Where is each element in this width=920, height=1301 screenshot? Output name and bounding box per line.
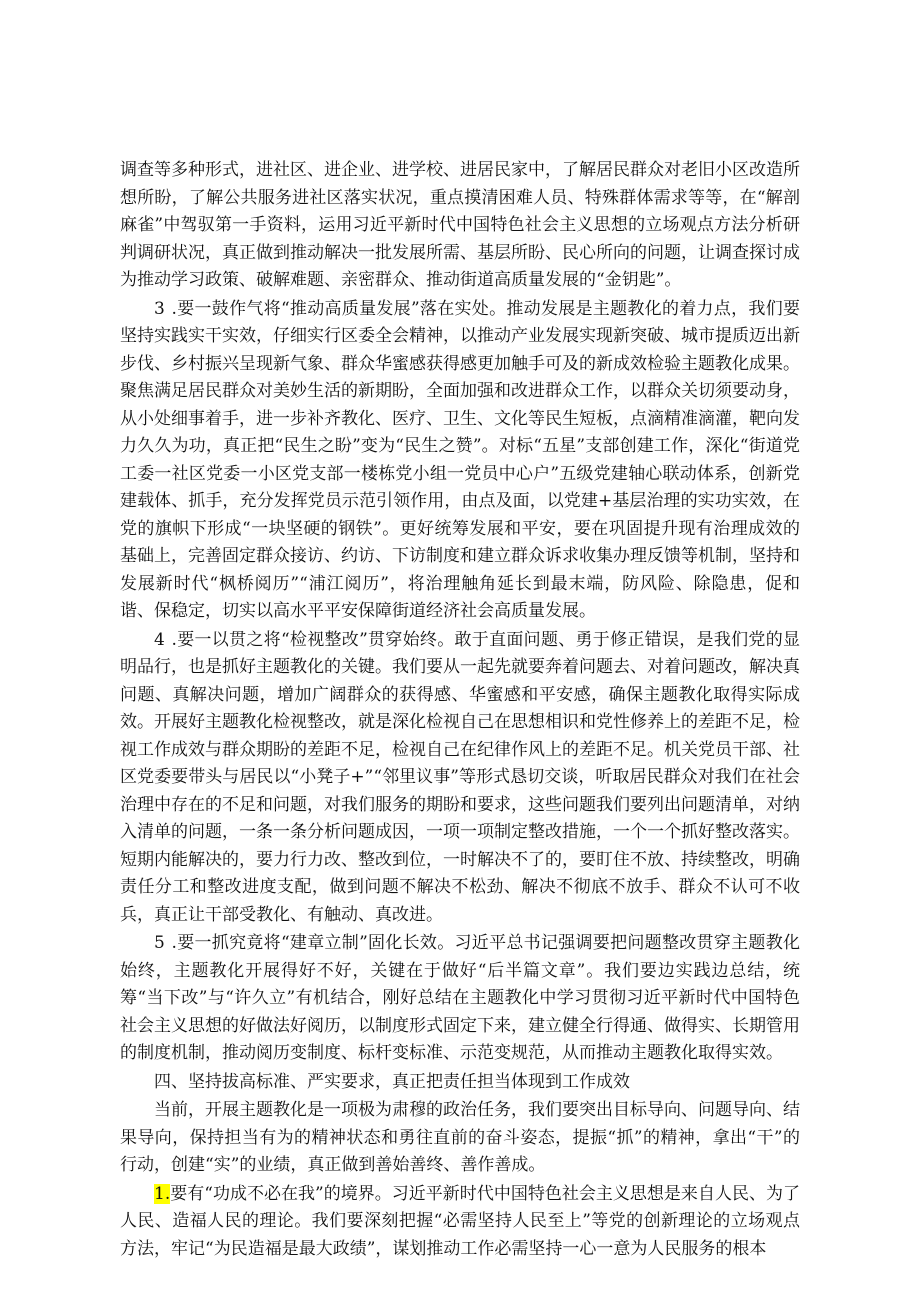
paragraph-item-3	[120, 296, 800, 626]
item-number: 5	[154, 933, 166, 953]
paragraph-item-5	[120, 930, 800, 1068]
paragraph-text: 当前，开展主题教化是一项极为肃穆的政治任务，我们要突出目标导向、问题导向、结果导向，保持担当有为的精神状态和勇往直前的奋斗姿态，提振“抓”的精神，拿出“干”的行动，创建“实”的业绩，真正做到善始善终、善作善成。	[120, 1100, 800, 1175]
paragraph-text: 要有“功成不必在我”的境界。习近平新时代中国特色社会主义思想是来自人民、为了人民、造福人民的理论。我们要深刻把握“必需坚持人民至上”等党的创新理论的立场观点方法，牢记“为民造福是最大政绩”，谋划推动工作必需坚持一心一意为人民服务的根本	[120, 1183, 800, 1259]
document-body	[120, 157, 800, 1263]
paragraph-item-1	[120, 1181, 800, 1264]
paragraph-text: 调查等多种形式，进社区、进企业、进学校、进居民家中，了解居民群众对老旧小区改造所想所盼，了解公共服务进社区落实状况，重点摸清困难人员、特殊群体需求等等，在“解剖麻雀”中驾驭第一手资料，运用习近平新时代中国特色社会主义思想的立场观点方法分析研判调研状况，真正做到推动解决一批发展所需、基层所盼、民心所向的问题，让调查探讨成为推动学习政策、破解难题、亲密群众、推动街道高质量发展的“金钥匙”。	[120, 160, 800, 290]
paragraph-text: .要一鼓作气将“推动高质量发展”落在实处。推动发展是主题教化的着力点，我们要坚持实践实干实效，仔细实行区委全会精神，以推动产业发展实现新突破、城市提质迈出新步伐、乡村振兴呈现新气象、群众华蜜感获得感更加触手可及的新成效检验主题教化成果。聚焦满足居民群众对美妙生活的新期盼，全面加强和改进群众工作，以群众关切须要动身，从小处细事着手，进一步补齐教化、医疗、卫生、文化等民生短板，点滴精准滴灌，靶向发力久久为功，真正把“民生之盼”变为“民生之赞”。对标“五星”支部创建工作，深化“街道党工委一社区党委一小区党支部一楼栋党小组一党员中心户”五级党建轴心联动体系，创新党建载体、抓手，充分发挥党员示范引领作用，由点及面，以党建+基层治理的实功实效，在党的旗帜下形成“一块坚硬的钢铁”。更好统筹发展和平安，要在巩固提升现有治理成效的基础上，完善固定群众接访、约访、下访制度和建立群众诉求收集办理反馈等机制，坚持和发展新时代“枫桥阅历”“浦江阅历”，将治理触角延长到最末端，防风险、除隐患，促和谐、保稳定，切实以高水平平安保障街道经济社会高质量发展。	[120, 298, 800, 621]
paragraph-text: .要一以贯之将“检视整改”贯穿始终。敢于直面问题、勇于修正错误，是我们党的显明品行，也是抓好主题教化的关键。我们要从一起先就要奔着问题去、对着问题改，解决真问题、真解决问题，增加广阔群众的获得感、华蜜感和平安感，确保主题教化取得实际成效。开展好主题教化检视整改，就是深化检视自己在思想相识和党性修养上的差距不足，检视工作成效与群众期盼的差距不足，检视自己在纪律作风上的差距不足。机关党员干部、社区党委要带头与居民以“小凳子+”“邻里议事”等形式恳切交谈，听取居民群众对我们在社会治理中存在的不足和问题，对我们服务的期盼和要求，这些问题我们要列出问题清单，对纳入清单的问题，一条一条分析问题成因，一项一项制定整改措施，一个一个抓好整改落实。短期内能解决的，要力行力改、整改到位，一时解决不了的，要盯住不放、持续整改，明确责任分工和整改进度支配，做到问题不解决不松劲、解决不彻底不放手、群众不认可不收兵，真正让干部受教化、有触动、真改进。	[120, 629, 800, 925]
item-number: 4	[154, 629, 166, 650]
paragraph-text: .要一抓究竟将“建章立制”固化长效。习近平总书记强调要把问题整改贯穿主题教化始终，主题教化开展得好不好，关键在于做好“后半篇文章”。我们要边实践边总结，统筹“当下改”与“许久立”有机结合，刚好总结在主题教化中学习贯彻习近平新时代中国特色社会主义思想的好做法好阅历，以制度形式固定下来，建立健全行得通、做得实、长期管用的制度机制，推动阅历变制度、标杆变标准、示范变规范，从而推动主题教化取得实效。	[120, 933, 800, 1063]
paragraph-intro	[120, 1097, 800, 1180]
paragraph-continuation	[120, 157, 800, 295]
item-number: 3	[154, 298, 166, 319]
highlighted-item-number: 1.	[154, 1183, 171, 1204]
paragraph-item-4	[120, 627, 800, 930]
section-heading	[120, 1069, 800, 1097]
heading-text: 四、坚持拔高标准、严实要求，真正把责任担当体现到工作成效	[154, 1071, 630, 1092]
